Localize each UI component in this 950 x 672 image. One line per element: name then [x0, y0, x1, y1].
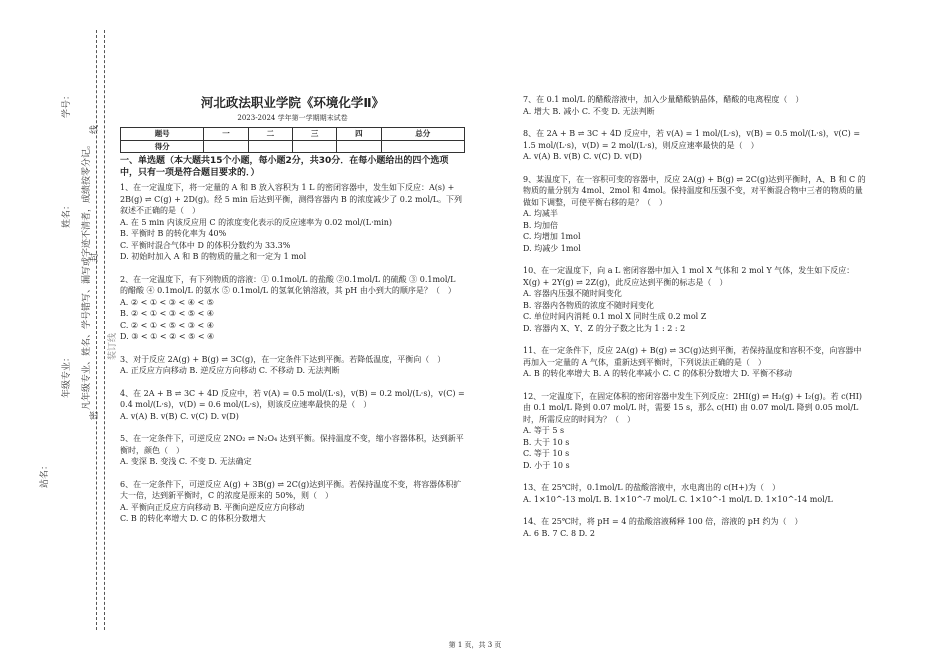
question	[523, 391, 868, 472]
question	[120, 354, 465, 377]
question	[523, 174, 868, 255]
question-stem: 6、在一定条件下，可逆反应 A(g) + 3B(g) ⇌ 2C(g)达到平衡。若保持温度不变，将容器体积扩大一倍，达到新平衡时，C 的浓度是原来的 50%，则（ ）	[120, 479, 462, 500]
seal-mark-feng: 封	[90, 252, 100, 262]
binding-line-label: 装订线	[108, 332, 118, 360]
question-option: A. 在 5 min 内该反应用 C 的浓度变化表示的反应速率为 0.02 mol/(L·min)	[120, 217, 393, 227]
question-option: D. 均减少 1mol	[523, 243, 581, 253]
grade-major-label: 年级专业：	[62, 352, 72, 398]
question	[523, 516, 868, 539]
score-cell	[248, 140, 292, 153]
score-col-header: 总分	[381, 128, 464, 141]
score-col-header: 一	[204, 128, 248, 141]
section-heading: 一、单选题（本大题共15个小题，每小题2分，共30分．在每小题给出的四个选项中，只有一项是符合题目要求的．）	[120, 156, 449, 178]
score-col-header: 四	[337, 128, 381, 141]
question-option: B. ② < ① < ③ < ⑤ < ④	[120, 309, 214, 318]
score-col-header: 题号	[121, 128, 204, 141]
score-table-header-row	[121, 128, 465, 141]
score-table	[120, 127, 465, 153]
question	[523, 345, 868, 380]
binding-line-inner	[104, 30, 105, 630]
question-option: A. B 的转化率增大 B. A 的转化率减小 C. C 的体积分数增大 D. 平衡不移动	[523, 369, 792, 378]
question	[523, 94, 868, 117]
question-stem: 13、在 25℃时，0.1mol/L 的盐酸溶液中，水电离出的 c(H+)为（ ）	[523, 483, 781, 492]
question-option: A. ② < ① < ③ < ④ < ⑤	[120, 297, 214, 307]
question-stem: 9、某温度下，在一容积可变的容器中，反应 2A(g) + B(g) ⇌ 2C(g)达到平衡时，A、B 和 C 的物质的量分别为 4mol、2mol 和 4mol。保持温度和压强不变，对平衡混合物中三者的物质的量做如下调整，可使平衡右移的是？（ ）	[523, 174, 866, 207]
score-table-score-row	[121, 140, 465, 153]
question	[120, 182, 465, 263]
question-option: C. B 的转化率增大 D. C 的体积分数增大	[120, 514, 266, 523]
exam-subtitle: 2023-2024 学年第一学期期末试卷	[237, 113, 348, 122]
question-stem: 12、一定温度下，在固定体积的密闭容器中发生下列反应：2HI(g) ⇌ H₂(g) + I₂(g)。若 c(HI) 由 0.1 mol/L 降到 0.07 mol/L 时，需要 15 s，那么 c(HI) 由 0.07 mol/L 降到 0.05 mol/L 时，所需反应的时间为？（ ）	[523, 391, 863, 424]
question-stem: 3、对于反应 2A(g) + B(g) ⇌ 3C(g)，在一定条件下达到平衡。若降低温度，平衡向（ ）	[120, 354, 446, 364]
question-option: A. v(A) B. v(B) C. v(C) D. v(D)	[120, 411, 239, 421]
right-question-list	[523, 94, 868, 539]
question	[523, 128, 868, 163]
student-id-label: 学号：	[62, 90, 72, 118]
question-option: C. 平衡时混合气体中 D 的体积分数约为 33.3%	[120, 240, 291, 250]
right-column	[523, 94, 868, 550]
seal-mark-xian: 线	[90, 124, 100, 134]
question-option: A. 等于 5 s	[523, 426, 565, 435]
question	[120, 479, 465, 525]
question-stem: 2、在一定温度下，有下列物质的溶液：① 0.1mol/L 的盐酸 ②0.1mol/L 的硫酸 ③ 0.1mol/L 的醋酸 ④ 0.1mol/L 的氨水 ⑤ 0.1mol/L 的氢氧化钠溶液，其 pH 由小到大的顺序是？（ ）	[120, 274, 456, 295]
question-option: D. ③ < ① < ② < ⑤ < ④	[120, 332, 215, 341]
question-option: A. 正反应方向移动 B. 逆反应方向移动 C. 不移动 D. 无法判断	[120, 366, 340, 375]
question-option: C. ② < ① < ⑤ < ③ < ④	[120, 320, 214, 330]
question-stem: 5、在一定条件下，可逆反应 2NO₂ ⇌ N₂O₄ 达到平衡。保持温度不变，缩小容器体积，达到新平衡时，颜色（ ）	[120, 434, 464, 455]
question	[120, 388, 465, 423]
question-stem: 11、在一定条件下，反应 2A(g) + B(g) ⇌ 3C(g)达到平衡，若保持温度和容积不变，向容器中再加入一定量的 A 气体，重新达到平衡时，下列说法正确的是（ ）	[523, 346, 862, 367]
score-cell	[292, 140, 336, 153]
question-option: D. 容器内 X、Y、Z 的分子数之比为 1 : 2 : 2	[523, 323, 686, 333]
question-option: A. 平衡向正反应方向移动 B. 平衡向逆反应方向移动	[120, 502, 305, 512]
name-label: 姓名：	[62, 200, 72, 228]
left-column	[120, 94, 465, 536]
question	[523, 265, 868, 334]
question-option: D. 初始时加入 A 和 B 的物质的量之和一定为 1 mol	[120, 252, 307, 261]
seal-mark-mi: 密	[90, 410, 100, 420]
score-cell	[381, 140, 464, 153]
question-option: A. 容器内压强不随时间变化	[523, 289, 622, 298]
score-cell	[337, 140, 381, 153]
question-option: C. 均增加 1mol	[523, 232, 581, 241]
question-option: B. 容器内各物质的浓度不随时间变化	[523, 300, 654, 310]
score-col-header: 二	[248, 128, 292, 141]
question-option: B. 大于 10 s	[523, 437, 570, 447]
question-stem: 4、在 2A + B ⇌ 3C + 4D 反应中，若 v(A) = 0.5 mol/(L·s)，v(B) = 0.2 mol/(L·s)，v(C) = 0.4 mol/(L·s)，v(D) = 0.6 mol/(L·s)，则该反应速率最快的是（ ）	[120, 388, 465, 409]
score-row-label: 得分	[121, 140, 204, 153]
score-col-header: 三	[292, 128, 336, 141]
page-footer: 第 1 页，共 3 页	[448, 641, 502, 649]
binding-margin	[0, 0, 118, 672]
question-option: A. 变深 B. 变浅 C. 不变 D. 无法确定	[120, 457, 252, 466]
question-stem: 1、在一定温度下，将一定量的 A 和 B 放入容积为 1 L 的密闭容器中，发生如下反应：A(s) + 2B(g) ⇌ C(g) + 2D(g)。经 5 min 后达到平衡，测得容器内 B 的浓度减少了 0.2 mol/L。下列叙述不正确的是（ ）	[120, 183, 463, 215]
site-label: 站名：	[40, 460, 50, 488]
left-question-list	[120, 182, 465, 525]
question-option: C. 单位时间内消耗 0.1 mol X 同时生成 0.2 mol Z	[523, 312, 707, 321]
exam-title: 河北政法职业学院《环境化学Ⅱ》	[200, 95, 385, 110]
question	[523, 482, 868, 505]
question-stem: 14、在 25℃时，将 pH = 4 的盐酸溶液稀释 100 倍，溶液的 pH 约为（ ）	[523, 517, 803, 526]
question-stem: 10、在一定温度下，向 a L 密闭容器中加入 1 mol X 气体和 2 mol Y 气体，发生如下反应：X(g) + 2Y(g) ⇌ 2Z(g)，此反应达到平衡的标志是（ ）	[523, 266, 855, 287]
question-option: C. 等于 10 s	[523, 449, 570, 458]
question-option: D. 小于 10 s	[523, 460, 570, 470]
question-option: B. 平衡时 B 的转化率为 40%	[120, 229, 227, 238]
score-cell	[204, 140, 248, 153]
question-option: A. v(A) B. v(B) C. v(C) D. v(D)	[523, 152, 642, 161]
question-option: A. 增大 B. 减小 C. 不变 D. 无法判断	[523, 106, 655, 116]
question-option: A. 均减半	[523, 209, 558, 218]
question	[120, 433, 465, 468]
question-stem: 7、在 0.1 mol/L 的醋酸溶液中，加入少量醋酸钠晶体，醋酸的电离程度（ ）	[523, 95, 804, 104]
question-option: B. 均加倍	[523, 220, 558, 230]
grading-warning: 凡年级专业、姓名、学号错写、漏写或字迹不清者，成绩按零分记。	[82, 139, 92, 410]
binding-line-outer	[96, 30, 97, 630]
question	[120, 274, 465, 343]
question-option: A. 6 B. 7 C. 8 D. 2	[523, 528, 595, 538]
question-option: A. 1×10^-13 mol/L B. 1×10^-7 mol/L C. 1×10^-1 mol/L D. 1×10^-14 mol/L	[523, 494, 833, 504]
question-stem: 8、在 2A + B ⇌ 3C + 4D 反应中，若 v(A) = 1 mol/(L·s)，v(B) = 0.5 mol/(L·s)，v(C) = 1.5 mol/(L·s)，v(D) = 2 mol/(L·s)，则反应速率最快的是（ ）	[523, 129, 861, 150]
